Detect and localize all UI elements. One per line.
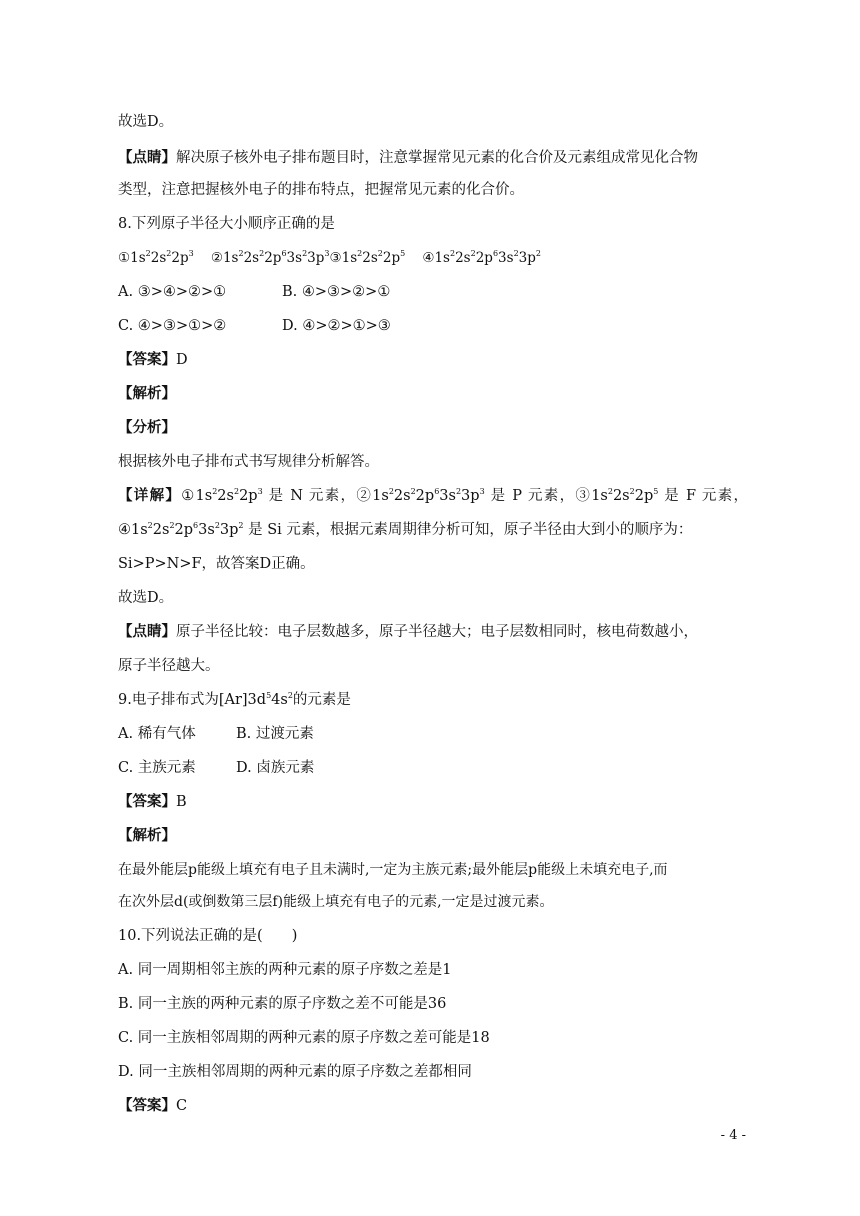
q8-detail-1: 【详解】$①1s^22s^22p^3$ 是 N 元素，$②1s^22s^22p^63s^23p^3$ 是 P 元素，$③1s^22s^22p^5$ 是 F 元素，	[118, 487, 749, 504]
q8-jiexi-label: 【解析】	[118, 385, 176, 402]
q9-options-ab	[118, 724, 748, 744]
page-number: - 4 -	[720, 1128, 746, 1143]
tip-line-2: 类型，注意把握核外电子的排布特点，把握常见元素的化合价。	[118, 182, 524, 198]
q8-options-cd	[118, 316, 748, 336]
q8-option-a: A. ③>④>②>①	[118, 284, 227, 300]
q8-options-ab	[118, 282, 748, 302]
q8-option-b: B. ④>③>②>①	[282, 284, 391, 300]
q10-option-d: D. 同一主族相邻周期的两种元素的原子序数之差都相同	[118, 1064, 472, 1080]
config-1: $①1s^22s^22p^3$	[118, 249, 194, 266]
q8-option-c: C. ④>③>①>②	[118, 318, 227, 334]
q9-option-d: D. 卤族元素	[236, 760, 315, 776]
q9-answer: 【答案】B	[118, 793, 187, 810]
q9-option-c: C. 主族元素	[118, 760, 196, 776]
q10-answer: 【答案】C	[118, 1097, 188, 1114]
config-3: $③1s^22s^22p^5$	[329, 249, 406, 266]
tip-line-1: 【点睛】解决原子核外电子排布题目时，注意掌握常见元素的化合价及元素组成常见化合物	[118, 149, 698, 166]
config-4: $④1s^22s^22p^63s^23p^2$	[422, 249, 541, 266]
q10-option-c: C. 同一主族相邻周期的两种元素的原子序数之差可能是18	[118, 1030, 490, 1046]
q10-stem: 10.下列说法正确的是( )	[118, 928, 298, 944]
q8-configs	[118, 248, 748, 268]
q10-option-b: B. 同一主族的两种元素的原子序数之差不可能是36	[118, 996, 447, 1012]
q9-option-b: B. 过渡元素	[236, 726, 314, 742]
q9-stem: 9.电子排布式为$[Ar]3d^54s^2$的元素是	[118, 691, 351, 708]
q9-exp-1: 在最外能层p能级上填充有电子且未满时,一定为主族元素;最外能层p能级上未填充电子,而	[118, 862, 668, 878]
q8-detail-2: $④1s^22s^22p^63s^23p^2$ 是 Si 元素，根据元素周期律分析可知，原子半径由大到小的顺序为：	[118, 521, 693, 538]
q8-tip-1: 【点睛】原子半径比较：电子层数越多，原子半径越大；电子层数相同时，核电荷数越小，	[118, 623, 698, 640]
q10-option-a: A. 同一周期相邻主族的两种元素的原子序数之差是1	[118, 962, 452, 978]
q8-option-d: D. ④>②>①>③	[282, 318, 391, 334]
q8-stem: 8.下列原子半径大小顺序正确的是	[118, 216, 335, 232]
q9-option-a: A. 稀有气体	[118, 726, 196, 742]
q9-exp-2: 在次外层d(或倒数第三层f)能级上填充有电子的元素,一定是过渡元素。	[118, 894, 554, 910]
q9-options-cd	[118, 758, 748, 778]
q8-conclusion: 故选D。	[118, 590, 174, 606]
q8-detail-3: Si>P>N>F，故答案D正确。	[118, 556, 315, 572]
q8-tip-2: 原子半径越大。	[118, 658, 220, 674]
q8-fenxi-label: 【分析】	[118, 419, 176, 436]
q8-answer: 【答案】D	[118, 351, 188, 368]
config-2: $②1s^22s^22p^63s^23p^3$	[210, 249, 330, 266]
conclusion-line: 故选D。	[118, 114, 174, 130]
q9-jiexi-label: 【解析】	[118, 827, 176, 844]
q8-fenxi-text: 根据核外电子排布式书写规律分析解答。	[118, 454, 379, 470]
